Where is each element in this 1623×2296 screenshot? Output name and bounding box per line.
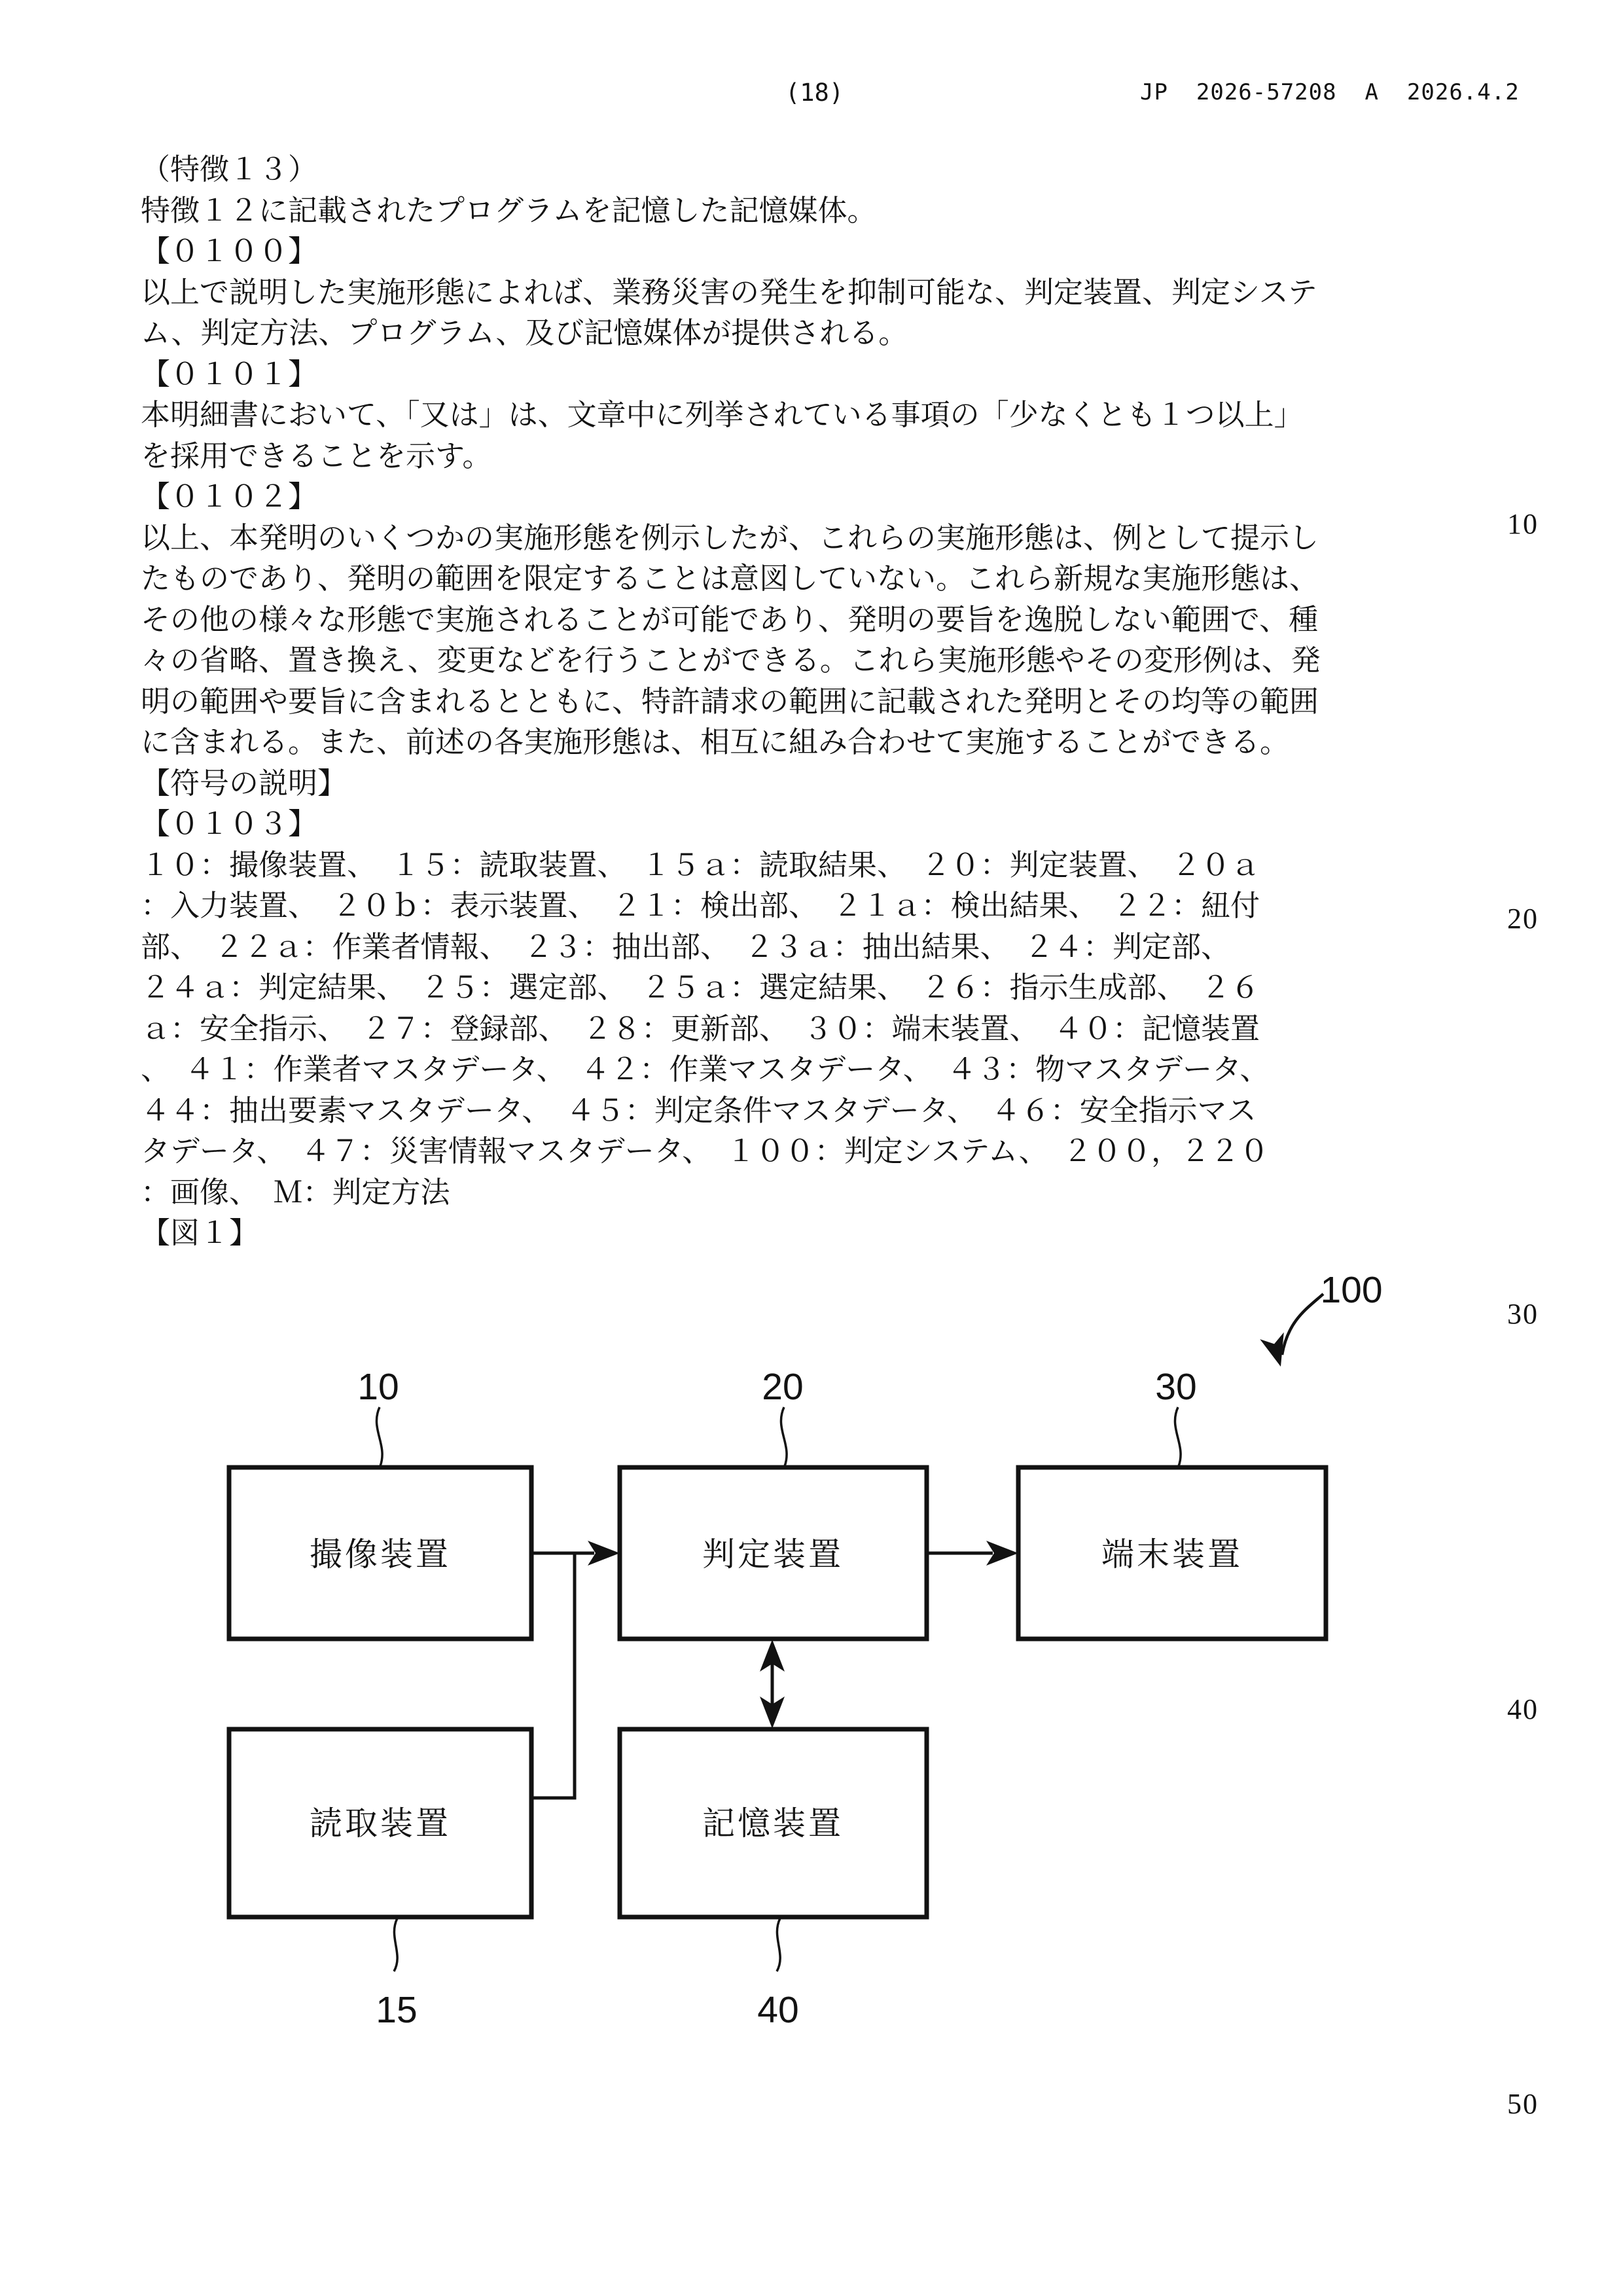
body-line: ム、判定方法、プログラム、及び記憶媒体が提供される。 (141, 317, 908, 350)
body-line: ａ：安全指示、 ２７：登録部、 ２８：更新部、 ３０：端末装置、 ４０：記憶装置 (141, 1012, 1260, 1045)
body-text (141, 149, 1508, 1254)
ref-30-terminal: 30 (1155, 1366, 1197, 1408)
ref-40-storage: 40 (757, 1989, 799, 2031)
line-reading-to-judgment (531, 1553, 575, 1798)
margin-line-number: 30 (1507, 1298, 1539, 1330)
figure-caption: 【図１】 (141, 1217, 259, 1249)
body-line: ２４ａ：判定結果、 ２５：選定部、 ２５ａ：選定結果、 ２６：指示生成部、 ２６ (141, 971, 1260, 1004)
body-line: １０：撮像装置、 １５：読取装置、 １５ａ：読取結果、 ２０：判定装置、 ２０ａ (141, 848, 1260, 882)
label-terminal-device: 端末装置 (1101, 1536, 1243, 1573)
body-line: 明の範囲や要旨に含まれるとともに、特許請求の範囲に記載された発明とその均等の範囲 (141, 685, 1319, 718)
paragraph-number: 【０１００】 (141, 235, 318, 268)
label-judgment-device: 判定装置 (702, 1536, 844, 1573)
ref-20-judgment: 20 (762, 1366, 804, 1408)
label-reading-device: 読取装置 (310, 1805, 451, 1842)
body-line: 以上、本発明のいくつかの実施形態を例示したが、これらの実施形態は、例として提示し (141, 521, 1319, 554)
body-line: 以上で説明した実施形態によれば、業務災害の発生を抑制可能な、判定装置、判定システ (141, 276, 1317, 309)
body-line: に含まれる。また、前述の各実施形態は、相互に組み合わせて実施することができる。 (141, 726, 1290, 759)
header-page-number: (18) (785, 79, 844, 107)
paragraph-number: 【０１０１】 (141, 357, 318, 391)
section-heading: 【符号の説明】 (141, 766, 348, 800)
paragraph-number: 【０１０２】 (141, 480, 318, 513)
leader-ref-10 (376, 1407, 382, 1466)
ref-15-reading: 15 (376, 1989, 418, 2031)
body-line: たものであり、発明の範囲を限定することは意図していない。これら新規な実施形態は、 (141, 562, 1319, 595)
body-line: （特徴１３） (141, 153, 318, 186)
margin-line-number: 10 (1507, 508, 1539, 540)
margin-line-number: 20 (1507, 903, 1539, 935)
header-publication-number: JP 2026-57208 A 2026.4.2 (1140, 79, 1520, 105)
margin-line-number: 50 (1507, 2088, 1539, 2120)
body-line: を採用できることを示す。 (141, 439, 492, 473)
ref-100-system: 100 (1320, 1269, 1383, 1311)
leader-ref-15 (394, 1918, 397, 1971)
body-line: ４４：抽出要素マスタデータ、 ４５：判定条件マスタデータ、 ４６：安全指示マス (141, 1094, 1257, 1127)
body-line: 、 ４１：作業者マスタデータ、 ４２：作業マスタデータ、 ４３：物マスタデータ、 (141, 1053, 1270, 1086)
label-imaging-device: 撮像装置 (310, 1536, 451, 1573)
body-line: タデータ、 ４７：災害情報マスタデータ、 １００：判定システム、 ２００，２２０ (141, 1135, 1269, 1168)
label-storage-device: 記憶装置 (702, 1805, 844, 1842)
body-line: 部、 ２２ａ：作業者情報、 ２３：抽出部、 ２３ａ：抽出結果、 ２４：判定部、 (141, 930, 1231, 963)
body-line: その他の様々な形態で実施されることが可能であり、発明の要旨を逸脱しない範囲で、種 (141, 603, 1319, 636)
leader-ref-40 (777, 1918, 780, 1971)
body-line: ：画像、 Ｍ：判定方法 (141, 1175, 450, 1209)
figure-1-diagram (0, 1211, 1623, 2160)
paragraph-number: 【０１０３】 (141, 808, 318, 840)
body-line: 本明細書において、「又は」は、文章中に列挙されている事項の「少なくとも１つ以上」 (141, 399, 1304, 431)
body-line: ：入力装置、 ２０ｂ：表示装置、 ２１：検出部、 ２１ａ：検出結果、 ２２：紐付 (141, 889, 1260, 922)
margin-line-number: 40 (1507, 1693, 1539, 1725)
ref-10-imaging: 10 (357, 1366, 399, 1408)
body-line: 特徴１２に記載されたプログラムを記憶した記憶媒体。 (141, 194, 877, 227)
leader-ref-100 (1282, 1294, 1323, 1355)
leader-ref-20 (781, 1407, 787, 1466)
leader-ref-30 (1175, 1407, 1181, 1466)
body-line: 々の省略、置き換え、変更などを行うことができる。これら実施形態やその変形例は、発 (141, 644, 1321, 677)
